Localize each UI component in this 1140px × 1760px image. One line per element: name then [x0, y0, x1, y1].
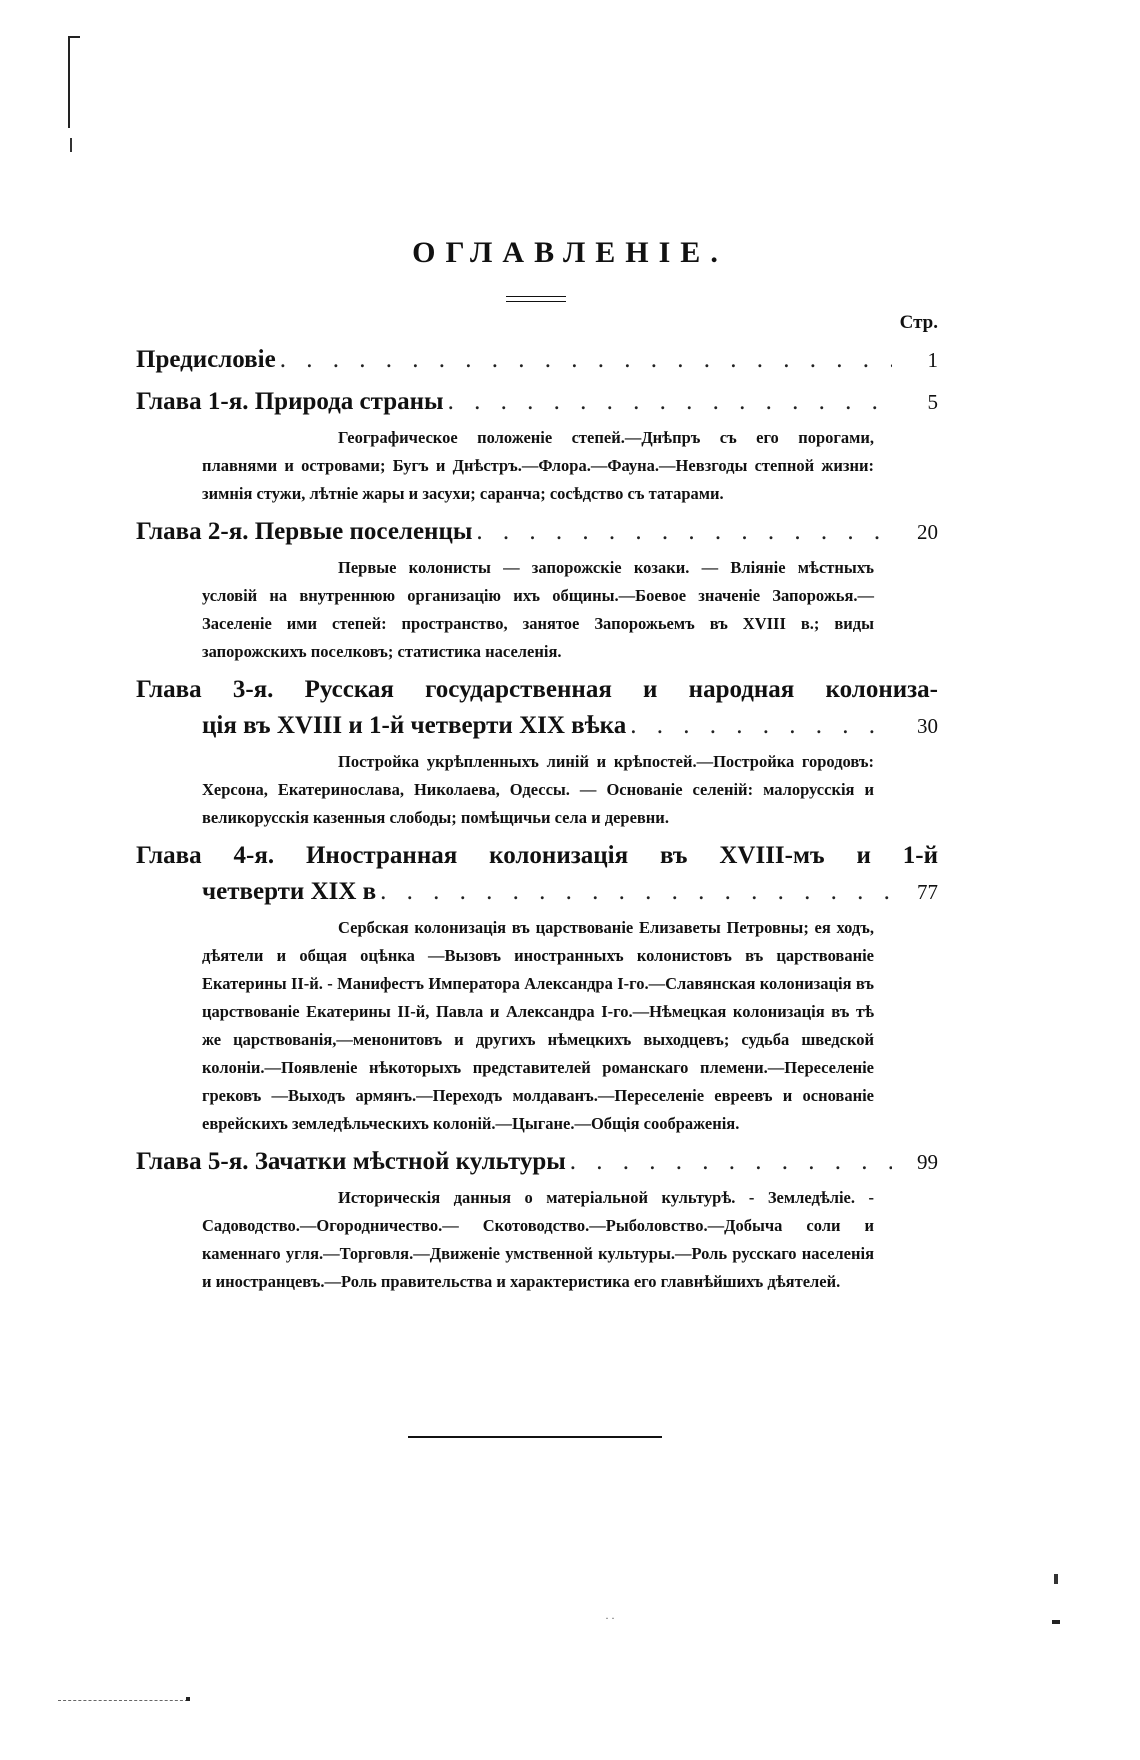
scan-right-mark-2 — [1054, 1574, 1058, 1584]
toc-entry-label: Глава 5-я. Зачатки мѣстной культуры — [136, 1148, 566, 1175]
toc-entry-heading — [136, 514, 938, 550]
toc-entry-label-line-2: ція въ XVIII и 1-й четверти XIX вѣка — [202, 712, 627, 739]
dot-leader — [472, 514, 892, 550]
toc-entry-heading — [136, 838, 938, 910]
dot-leader — [276, 342, 892, 378]
scan-bottom-dash — [58, 1700, 188, 1701]
toc-entry-page: 5 — [927, 390, 938, 414]
toc-entry-page: 20 — [917, 520, 938, 544]
title-double-rule — [506, 296, 566, 302]
toc-entry-summary: Историческія данныя о матеріальной культурѣ. - Земледѣліе. - Садоводство.—Огородничество.— Скотоводство.—Рыболовство.—Добыча соли и каменнаго угля.—Торговля.—Движеніе умственной культуры.—Роль русскаго населенія и иностранцевъ.—Роль правительства и характеристика его главнѣйшихъ дѣятелей. — [202, 1188, 874, 1291]
scan-stray-mark: ˙˙ — [604, 1616, 616, 1630]
scan-bottom-dot — [186, 1697, 190, 1701]
toc-entry-page: 77 — [917, 880, 938, 904]
dot-leader — [444, 384, 892, 420]
dot-leader — [376, 874, 892, 910]
toc-entry-page: 30 — [917, 714, 938, 738]
toc-entry-summary: Первые колонисты — запорожскіе козаки. — Вліяніе мѣстныхъ условій на внутреннюю организацію ихъ общины.—Боевое значеніе Запорожья.—Заселеніе ими степей: пространство, занятое Запорожьемъ въ XVIII в.; виды запорожскихъ поселковъ; статистика населенія. — [202, 558, 874, 661]
toc-entry-chapter-5[interactable] — [136, 1144, 938, 1296]
dot-leader — [626, 708, 892, 744]
scan-margin-bracket — [68, 36, 80, 128]
toc-entry-page: 99 — [917, 1150, 938, 1174]
toc-entry-heading — [136, 672, 938, 744]
toc-entry-page: 1 — [927, 348, 938, 372]
toc-entry-heading — [136, 384, 938, 420]
scan-margin-tick — [70, 138, 72, 152]
page-title: ОГЛАВЛЕНІЕ. — [412, 236, 728, 269]
toc-entry-chapter-1[interactable] — [136, 384, 938, 508]
toc-entry-label: Глава 2-я. Первые поселенцы — [136, 518, 473, 545]
toc-entry-heading — [136, 342, 938, 378]
toc-entry-label-line-2: четверти XIX в — [202, 878, 377, 905]
page-column-label: Стр. — [899, 312, 938, 333]
toc-entry-heading — [136, 1144, 938, 1180]
toc-entry-chapter-2[interactable] — [136, 514, 938, 666]
scan-right-mark — [1052, 1620, 1060, 1624]
toc-entry-preface[interactable] — [136, 342, 938, 378]
toc-entry-summary: Географическое положеніе степей.—Днѣпръ съ его порогами, плавнями и островами; Бугъ и Днѣстръ.—Флора.—Фауна.—Невзгоды степной жизни: зимнія стужи, лѣтніе жары и засухи; саранча; сосѣдство съ татарами. — [202, 428, 874, 503]
toc-entry-label: Глава 1-я. Природа страны — [136, 388, 444, 415]
toc-entry-summary: Сербская колонизація въ царствованіе Елизаветы Петровны; ея ходъ, дѣятели и общая оцѣнка —Вызовъ иностранныхъ колонистовъ въ царствованіе Екатерины II-й. - Манифестъ Императора Александра I-го.—Славянская колонизація въ царствованіе Екатерины II-й, Павла и Александра I-го.—Нѣмецкая колонизація въ тѣ же царствованія,—менонитовъ и другихъ нѣмецкихъ выходцевъ; судьба шведской колоніи.—Появленіе нѣкоторыхъ представителей романскаго племени.—Переселеніе грековъ —Выходъ армянъ.—Переходъ молдаванъ.—Переселеніе евреевъ и основаніе еврейскихъ земледѣльческихъ колоній.—Цыгане.—Общія соображенія. — [202, 918, 874, 1133]
toc-entry-label: Предисловіе — [136, 346, 276, 373]
toc-entry-label-line-1: Глава 3-я. Русская государственная и народная колониза- — [136, 676, 938, 703]
toc-entry-summary: Постройка укрѣпленныхъ линій и крѣпостей.—Постройка городовъ: Херсона, Екатеринослава, Николаева, Одессы. — Основаніе селеній: малорусскія и великорусскія казенныя слободы; помѣщичьи села и деревни. — [202, 752, 874, 827]
toc-entry-chapter-3[interactable] — [136, 672, 938, 832]
dot-leader — [566, 1144, 892, 1180]
toc-entry-label-line-1: Глава 4-я. Иностранная колонизація въ XVIII-мъ и 1-й — [136, 842, 938, 869]
table-of-contents — [136, 312, 938, 1302]
toc-entry-chapter-4[interactable] — [136, 838, 938, 1138]
end-of-contents-rule — [408, 1436, 662, 1438]
